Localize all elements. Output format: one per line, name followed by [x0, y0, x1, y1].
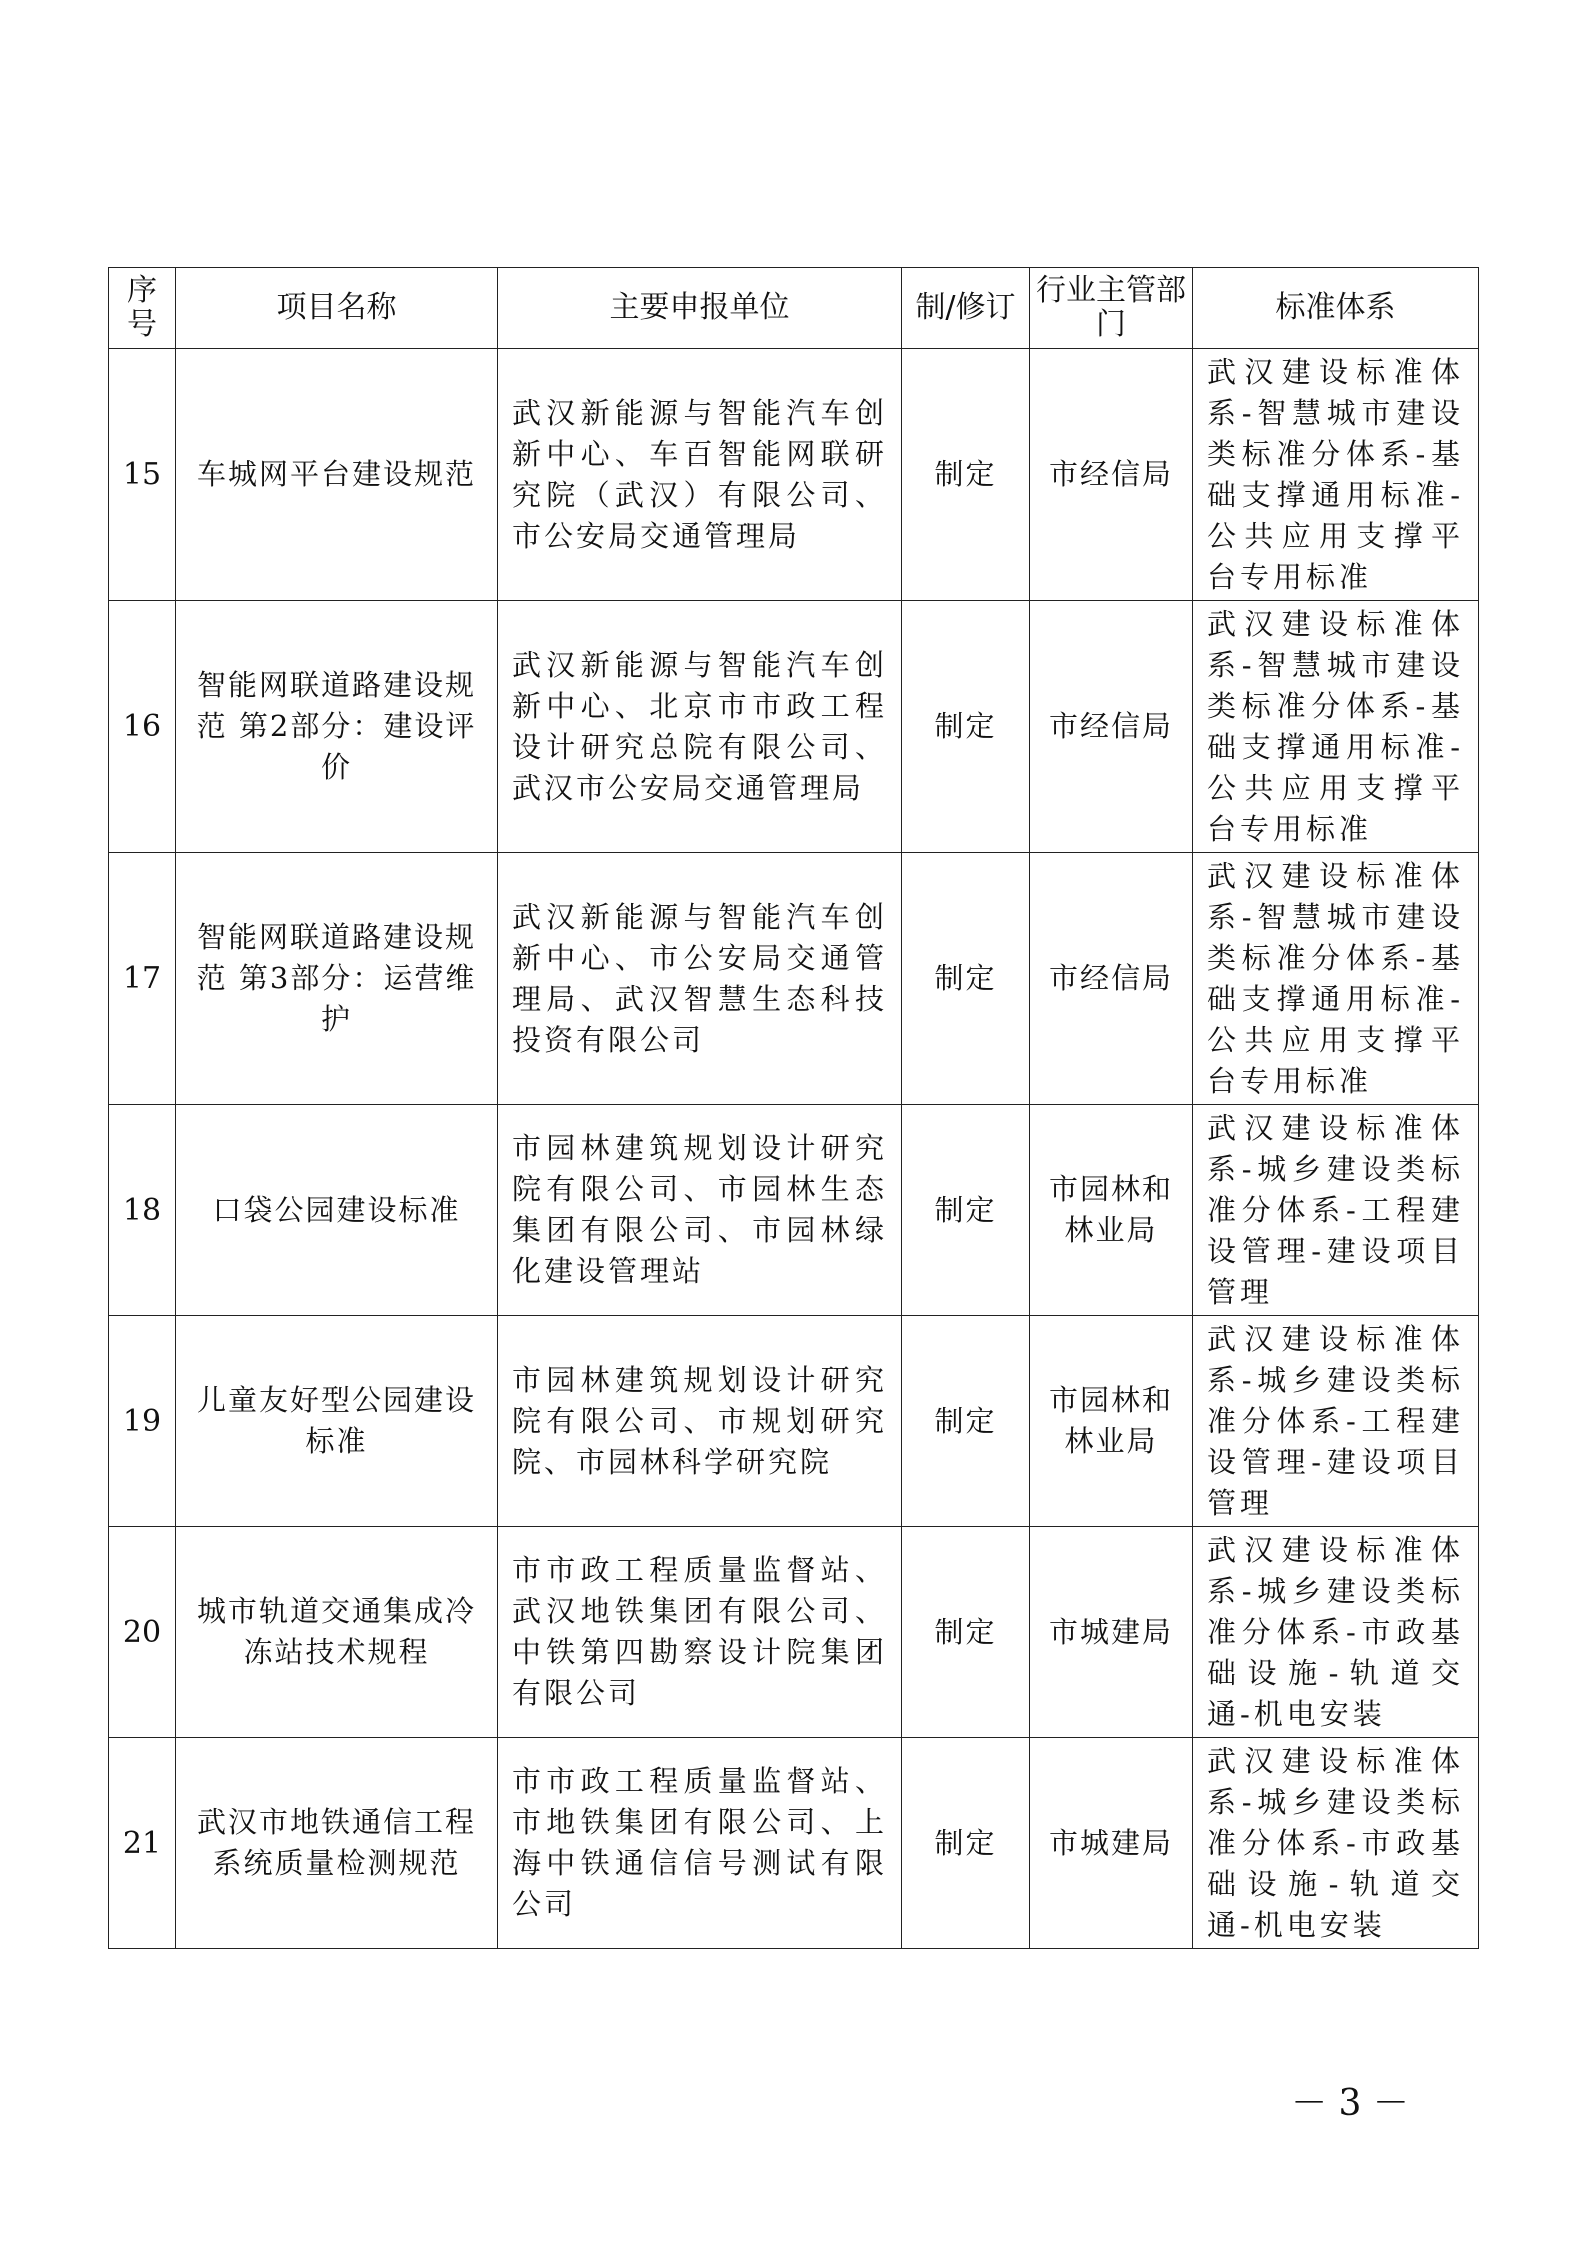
row-system: 武汉建设标准体系-城乡建设类标准分体系-市政基础设施-轨道交通-机电安装 — [1193, 1738, 1479, 1949]
row-no: 16 — [109, 601, 176, 853]
row-no: 19 — [109, 1316, 176, 1527]
row-name: 城市轨道交通集成冷冻站技术规程 — [176, 1527, 498, 1738]
row-dept: 市城建局 — [1030, 1527, 1193, 1738]
page-number: － 3 － — [1291, 2083, 1409, 2124]
table-row — [109, 1527, 1479, 1738]
row-type: 制定 — [902, 1316, 1030, 1527]
row-dept: 市城建局 — [1030, 1738, 1193, 1949]
header-dept: 行业主管部门 — [1030, 268, 1193, 349]
table-row — [109, 1105, 1479, 1316]
row-system: 武汉建设标准体系-城乡建设类标准分体系-工程建设管理-建设项目管理 — [1193, 1316, 1479, 1527]
table-row — [109, 601, 1479, 853]
table-row — [109, 349, 1479, 601]
header-name: 项目名称 — [176, 268, 498, 349]
row-system: 武汉建设标准体系-城乡建设类标准分体系-市政基础设施-轨道交通-机电安装 — [1193, 1527, 1479, 1738]
row-type: 制定 — [902, 853, 1030, 1105]
row-dept: 市经信局 — [1030, 853, 1193, 1105]
table-row — [109, 1738, 1479, 1949]
row-system: 武汉建设标准体系-城乡建设类标准分体系-工程建设管理-建设项目管理 — [1193, 1105, 1479, 1316]
row-system: 武汉建设标准体系-智慧城市建设类标准分体系-基础支撑通用标准-公共应用支撑平台专用标准 — [1193, 853, 1479, 1105]
row-no: 18 — [109, 1105, 176, 1316]
row-type: 制定 — [902, 1738, 1030, 1949]
row-unit: 武汉新能源与智能汽车创新中心、车百智能网联研究院（武汉）有限公司、市公安局交通管理局 — [498, 349, 902, 601]
row-unit: 市园林建筑规划设计研究院有限公司、市规划研究院、市园林科学研究院 — [498, 1316, 902, 1527]
row-unit: 市园林建筑规划设计研究院有限公司、市园林生态集团有限公司、市园林绿化建设管理站 — [498, 1105, 902, 1316]
standards-table — [108, 267, 1479, 1949]
header-type: 制/修订 — [902, 268, 1030, 349]
row-name: 武汉市地铁通信工程系统质量检测规范 — [176, 1738, 498, 1949]
table-header-row — [109, 268, 1479, 349]
row-name: 车城网平台建设规范 — [176, 349, 498, 601]
row-type: 制定 — [902, 1527, 1030, 1738]
table-row — [109, 853, 1479, 1105]
row-no: 20 — [109, 1527, 176, 1738]
row-dept: 市经信局 — [1030, 601, 1193, 853]
row-unit: 武汉新能源与智能汽车创新中心、北京市市政工程设计研究总院有限公司、武汉市公安局交通管理局 — [498, 601, 902, 853]
row-name: 智能网联道路建设规范 第3部分：运营维护 — [176, 853, 498, 1105]
row-no: 21 — [109, 1738, 176, 1949]
header-no: 序号 — [109, 268, 176, 349]
row-name: 儿童友好型公园建设标准 — [176, 1316, 498, 1527]
row-type: 制定 — [902, 1105, 1030, 1316]
row-no: 15 — [109, 349, 176, 601]
row-dept: 市经信局 — [1030, 349, 1193, 601]
row-system: 武汉建设标准体系-智慧城市建设类标准分体系-基础支撑通用标准-公共应用支撑平台专用标准 — [1193, 601, 1479, 853]
row-dept: 市园林和林业局 — [1030, 1316, 1193, 1527]
row-type: 制定 — [902, 349, 1030, 601]
row-system: 武汉建设标准体系-智慧城市建设类标准分体系-基础支撑通用标准-公共应用支撑平台专用标准 — [1193, 349, 1479, 601]
header-unit: 主要申报单位 — [498, 268, 902, 349]
row-dept: 市园林和林业局 — [1030, 1105, 1193, 1316]
row-name: 智能网联道路建设规范 第2部分：建设评价 — [176, 601, 498, 853]
row-unit: 市市政工程质量监督站、武汉地铁集团有限公司、中铁第四勘察设计院集团有限公司 — [498, 1527, 902, 1738]
header-system: 标准体系 — [1193, 268, 1479, 349]
row-no: 17 — [109, 853, 176, 1105]
row-name: 口袋公园建设标准 — [176, 1105, 498, 1316]
row-unit: 市市政工程质量监督站、市地铁集团有限公司、上海中铁通信信号测试有限公司 — [498, 1738, 902, 1949]
row-unit: 武汉新能源与智能汽车创新中心、市公安局交通管理局、武汉智慧生态科技投资有限公司 — [498, 853, 902, 1105]
row-type: 制定 — [902, 601, 1030, 853]
table-row — [109, 1316, 1479, 1527]
